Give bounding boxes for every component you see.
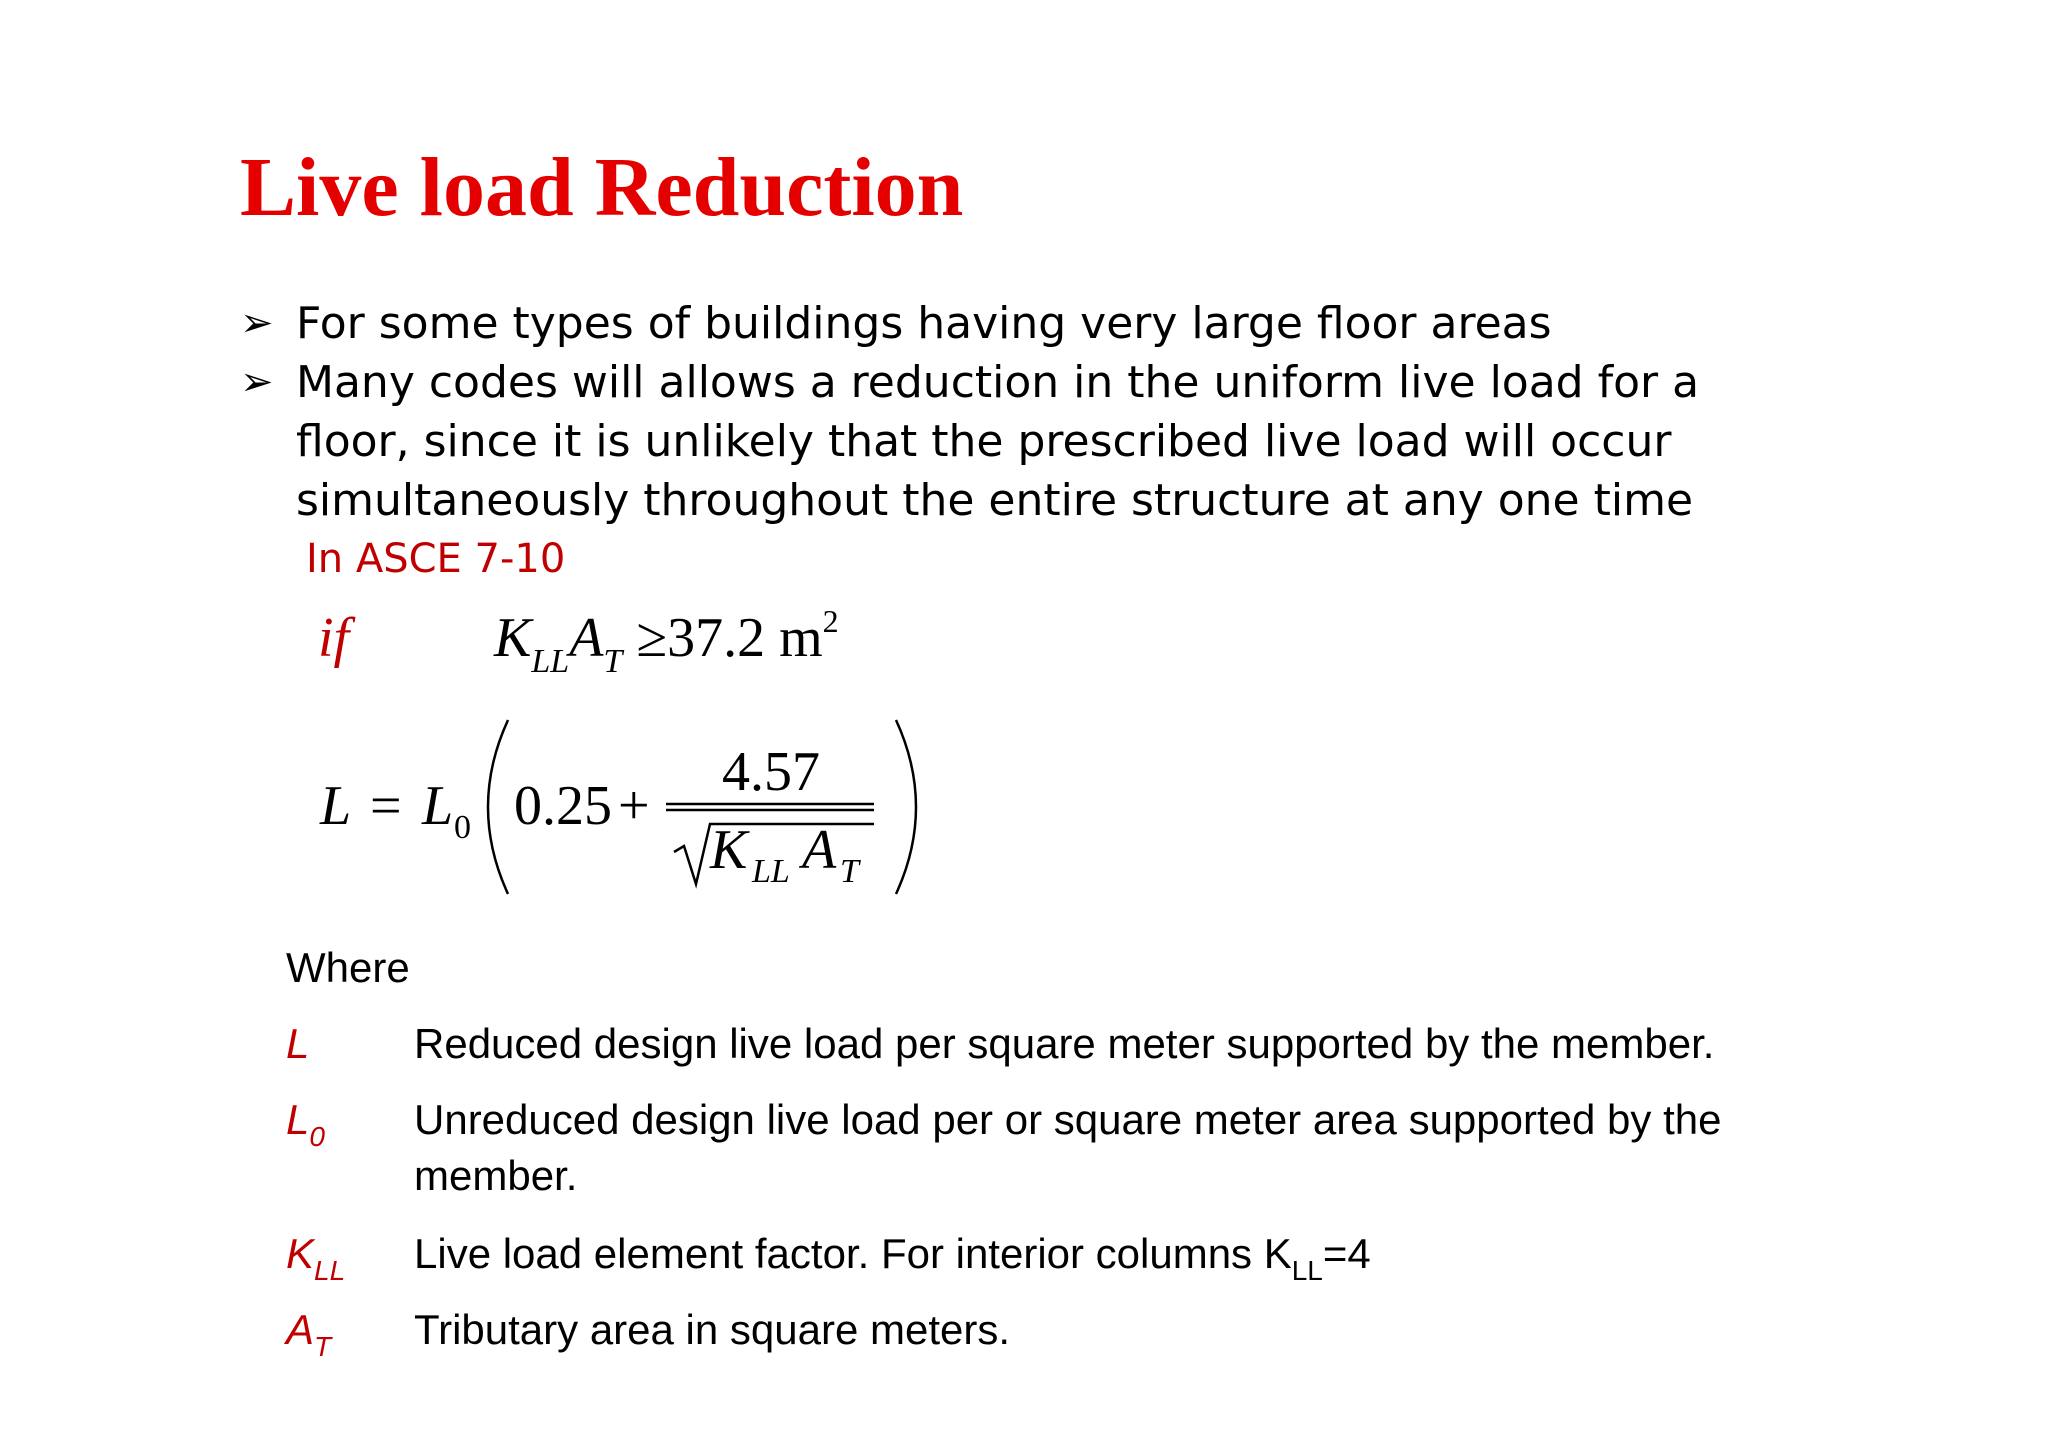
definition-row — [286, 1226, 1846, 1302]
definition-row — [286, 1302, 1846, 1378]
bullet-list — [240, 294, 1800, 530]
left-paren-icon — [488, 720, 508, 894]
condition-keyword: if — [318, 607, 350, 669]
definition-text: Live load element factor. For interior columns $K_{LL}=4$ — [414, 1230, 1371, 1286]
bullet-item — [240, 353, 1800, 530]
bullet-text: Many codes will allows a reduction in the uniform live load for a floor, since it is unlikely that the prescribed live load will occur simultaneously throughout the entire structure at any one time — [296, 357, 1700, 526]
formula-a-sub: T — [840, 853, 859, 890]
live-load-formula — [318, 712, 938, 902]
arrow-bullet-icon: ➢ — [240, 300, 274, 346]
arrow-bullet-icon: ➢ — [240, 359, 274, 405]
formula-constant: 0.25 — [514, 775, 612, 837]
definition-list — [286, 1016, 1846, 1378]
definition-symbol: $K_{LL}$ — [286, 1230, 346, 1286]
formula-plus: + — [618, 775, 650, 837]
condition-expression: $K_{LL}A_T \ge 37.2$ $m^2$ — [494, 603, 839, 680]
definition-row — [286, 1016, 1846, 1092]
where-label: Where — [286, 944, 410, 991]
formula-lhs: L — [320, 775, 352, 837]
formula-k: K — [710, 819, 748, 881]
definition-text: Tributary area in square meters. — [414, 1306, 1011, 1353]
formula-equals: = — [370, 775, 402, 837]
definition-symbol: $L_0$ — [286, 1096, 325, 1152]
slide-title: Live load Reduction — [240, 141, 964, 234]
formula-l0: L — [422, 775, 454, 837]
definition-text: Reduced design live load per square meter supported by the member. — [414, 1020, 1715, 1067]
formula-numerator: 4.57 — [722, 741, 820, 803]
right-paren-icon — [896, 720, 916, 894]
definition-row — [286, 1092, 1846, 1226]
code-reference: In ASCE 7-10 — [306, 536, 566, 582]
bullet-item — [240, 294, 1800, 353]
definition-symbol: L — [286, 1020, 310, 1067]
formula-a: A — [802, 819, 837, 881]
formula-k-sub: LL — [752, 853, 790, 890]
definition-text: Unreduced design live load per or square meter area supported by the member. — [414, 1096, 1722, 1199]
formula-l0-sub: 0 — [454, 809, 471, 846]
bullet-text: For some types of buildings having very large floor areas — [296, 298, 1552, 349]
definition-symbol: $A_T$ — [286, 1306, 332, 1362]
